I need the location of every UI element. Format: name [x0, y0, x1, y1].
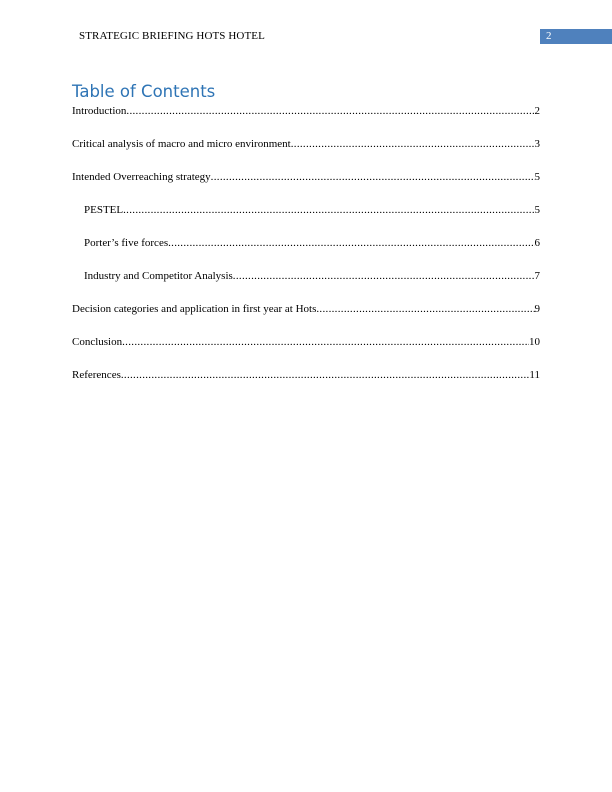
toc-entry-label: Intended Overreaching strategy	[72, 171, 211, 183]
table-of-contents	[72, 104, 540, 383]
toc-entry-label: Industry and Competitor Analysis	[84, 270, 233, 282]
toc-entry-label: References	[72, 369, 121, 381]
toc-entry-conclusion[interactable]	[72, 335, 540, 350]
page-number-badge: 2	[540, 29, 612, 44]
toc-entry-decision-categories[interactable]	[72, 302, 540, 317]
toc-entry-label: Decision categories and application in first year at Hots	[72, 303, 317, 315]
toc-entry-page: 9	[534, 303, 540, 315]
toc-entry-page: 7	[534, 270, 540, 282]
toc-entry-introduction[interactable]	[72, 104, 540, 119]
toc-entry-industry-competitor-analysis[interactable]	[72, 269, 540, 284]
toc-entry-page: 5	[534, 171, 540, 183]
running-header-title: STRATEGIC BRIEFING HOTS HOTEL	[79, 30, 265, 42]
toc-dot-leader	[316, 302, 534, 317]
toc-dot-leader	[233, 269, 535, 284]
toc-entry-page: 11	[529, 369, 540, 381]
toc-entry-label: Porter’s five forces	[84, 237, 169, 249]
page-header	[0, 29, 612, 44]
toc-entry-pestel[interactable]	[72, 203, 540, 218]
toc-dot-leader	[121, 368, 530, 383]
toc-spacer	[72, 218, 540, 236]
toc-spacer	[72, 284, 540, 302]
toc-dot-leader	[126, 104, 534, 119]
toc-heading: Table of Contents	[72, 82, 216, 101]
toc-dot-leader	[168, 236, 534, 251]
toc-dot-leader	[123, 203, 534, 218]
toc-entry-intended-strategy[interactable]	[72, 170, 540, 185]
toc-spacer	[72, 251, 540, 269]
toc-spacer	[72, 317, 540, 335]
toc-entry-page: 6	[534, 237, 540, 249]
toc-spacer	[72, 152, 540, 170]
toc-dot-leader	[291, 137, 535, 152]
toc-spacer	[72, 119, 540, 137]
toc-entry-page: 3	[534, 138, 540, 150]
toc-entry-label: Conclusion	[72, 336, 123, 348]
toc-spacer	[72, 350, 540, 368]
toc-spacer	[72, 185, 540, 203]
toc-entry-references[interactable]	[72, 368, 540, 383]
toc-entry-label: PESTEL	[84, 204, 124, 216]
toc-entry-page: 2	[534, 105, 540, 117]
toc-entry-critical-analysis[interactable]	[72, 137, 540, 152]
toc-entry-label: Critical analysis of macro and micro environment	[72, 138, 291, 150]
toc-entry-porters-five-forces[interactable]	[72, 236, 540, 251]
toc-entry-label: Introduction	[72, 105, 127, 117]
toc-dot-leader	[211, 170, 535, 185]
toc-entry-page: 5	[534, 204, 540, 216]
toc-dot-leader	[122, 335, 529, 350]
toc-entry-page: 10	[529, 336, 540, 348]
